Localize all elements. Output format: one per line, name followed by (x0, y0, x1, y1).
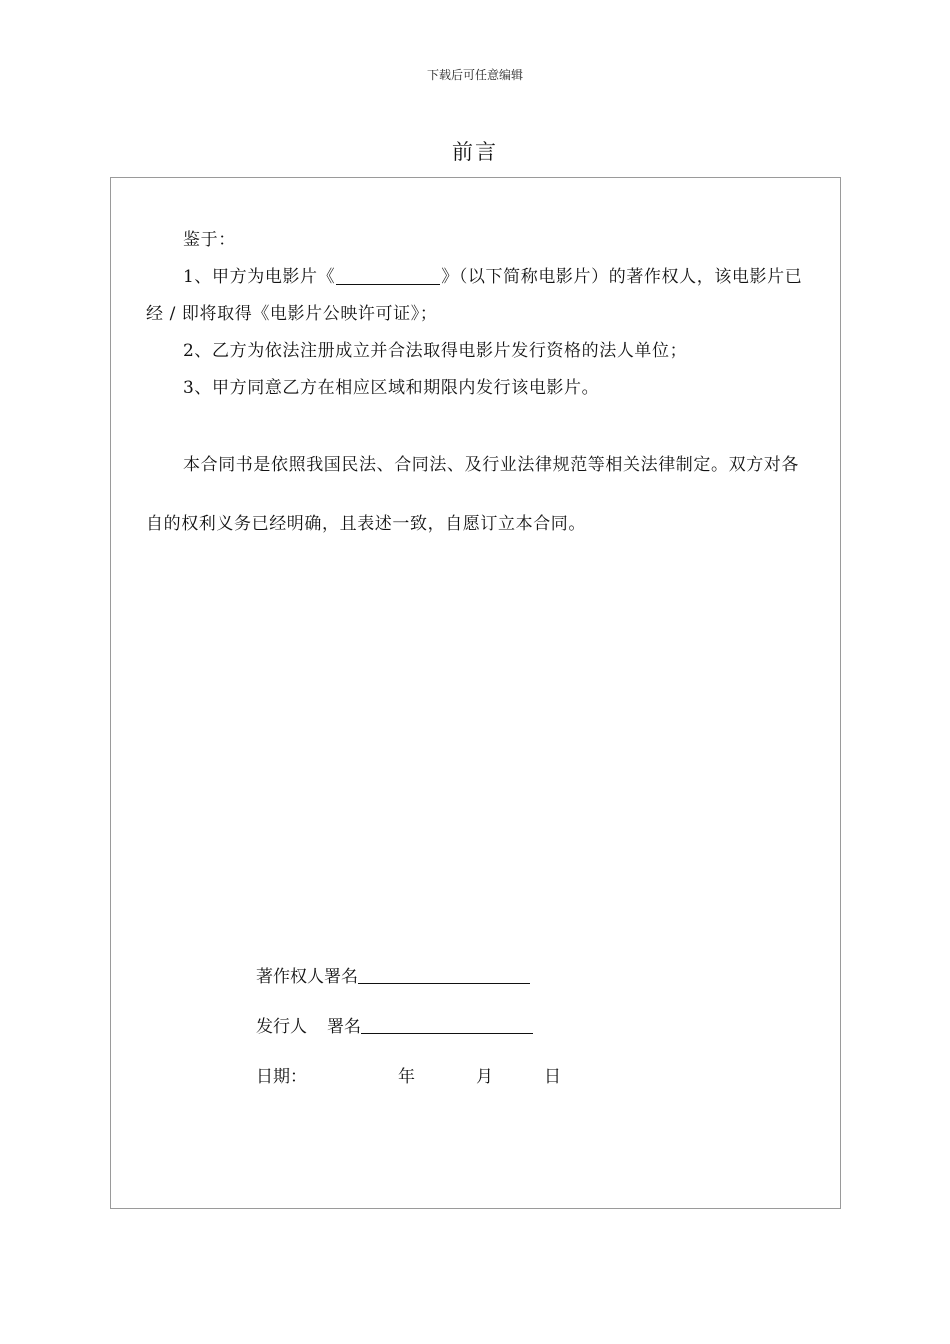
page-header-note: 下载后可任意编辑 (426, 68, 523, 82)
recital-clause-2: 2、乙方为依法注册成立并合法取得电影片发行资格的法人单位； (183, 341, 688, 361)
clause-1-suffix: 》（以下简称电影片）的著作权人，该电影片已经 / 即将取得《电影片公映许可证》； (146, 267, 803, 324)
date-month: 月 (476, 1067, 493, 1087)
issuer-signature-row (256, 1009, 561, 1059)
copyright-holder-signature-row (256, 959, 561, 1009)
issuer-label: 发行人 (256, 1017, 307, 1037)
copyright-holder-signature-line (358, 965, 530, 984)
recitals-block (146, 222, 816, 407)
date-label: 日期： (256, 1067, 307, 1087)
clause-1-prefix: 1、甲方为电影片《 (183, 267, 336, 287)
date-row (256, 1059, 561, 1109)
issuer-signature-line (361, 1015, 533, 1034)
statement-block (146, 436, 816, 554)
recitals-intro: 鉴于： (183, 230, 236, 250)
recital-clause-1 (146, 259, 816, 333)
issuer-sign-label: 署名 (327, 1017, 361, 1037)
document-title: 前言 (452, 140, 498, 164)
signature-block (256, 959, 561, 1109)
date-year: 年 (398, 1067, 415, 1087)
recital-clause-3: 3、甲方同意乙方在相应区域和期限内发行该电影片。 (183, 378, 600, 398)
content-frame (110, 177, 841, 1209)
film-title-blank (336, 267, 440, 285)
copyright-holder-label: 著作权人署名 (256, 967, 358, 987)
date-day: 日 (544, 1067, 561, 1087)
contract-statement: 本合同书是依照我国民法、合同法、及行业法律规范等相关法律制定。双方对各自的权利义务已经明确，且表述一致，自愿订立本合同。 (146, 455, 799, 534)
